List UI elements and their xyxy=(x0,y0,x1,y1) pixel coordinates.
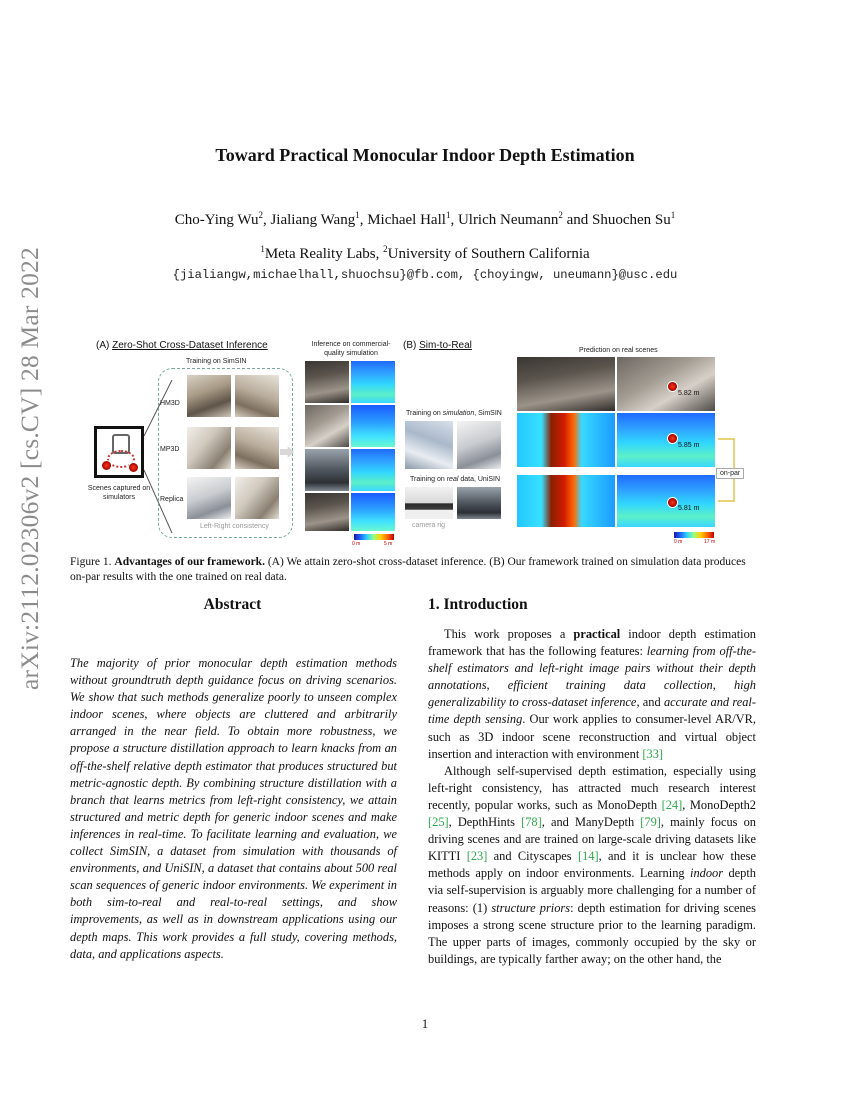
hm3d-right-image xyxy=(234,374,280,418)
citation-link[interactable]: [24] xyxy=(661,797,683,812)
measure-marker-icon xyxy=(668,382,677,391)
figure-caption-text: (A) We attain zero-shot cross-dataset inference. (B) Our framework trained on simulation data produces on-par results with the one trained on real data. xyxy=(70,556,746,583)
author-name: Michael Hall xyxy=(367,212,446,228)
arxiv-stamp xyxy=(15,247,51,690)
figure-caption xyxy=(70,555,760,585)
camera-rig-label: camera rig xyxy=(412,522,446,529)
real-scene-image xyxy=(616,356,716,412)
author-affiliation: 1 xyxy=(445,210,451,220)
panel-b-title: (B) Sim-to-Real xyxy=(403,340,472,351)
author-affiliation: 2 xyxy=(258,210,263,220)
author-name: Shuochen Su xyxy=(592,212,671,228)
real-trained-depth-map xyxy=(616,474,716,528)
introduction-body xyxy=(428,626,756,968)
author-affiliation: 1 xyxy=(670,210,676,220)
colorbar-b-max: 17 m xyxy=(704,539,716,545)
measurement-label: 5.82 m xyxy=(678,390,700,397)
camera-rig-image xyxy=(404,486,454,520)
citation-link[interactable]: [25] xyxy=(428,815,449,830)
intro-paragraph-2: Although self-supervised depth estimation, especially using left-right consistency, has attracted much research interest recently, popular works, such as MonoDepth [24], MonoDepth2 [25], DepthHints [78], and ManyDepth [79], mainly focus on driving scenes and are trained on large-scale driving datasets like KITTI [23] and Cityscapes [14], and it is unclear how these methods apply on indoor environments. Learning indoor depth via self-supervision is arguably more challenging for a number of reasons: (1) structure priors: depth estimation for driving scenes imposes a strong scene structure prior to the learning paradigm. The upper parts of images, commonly occupied by the sky or buildings, are typically farther away; on the other hand, the xyxy=(428,763,757,966)
affiliation-number: 1 xyxy=(260,244,265,254)
introduction-heading: 1. Introduction xyxy=(428,596,528,613)
replica-left-image xyxy=(186,476,232,520)
sim-training-image xyxy=(404,420,454,470)
colorbar-b-min: 0 m xyxy=(674,539,683,545)
left-right-consistency-label: Left-Right consistency xyxy=(200,523,269,530)
author-name: Ulrich Neumann xyxy=(457,212,559,228)
colorbar-a-min: 0 m xyxy=(352,541,361,547)
on-par-label: on-par xyxy=(716,468,744,479)
real-trained-depth-map xyxy=(516,474,616,528)
citation-link[interactable]: [79] xyxy=(640,815,661,830)
author-affiliation: 1 xyxy=(355,210,360,220)
camera-marker-icon xyxy=(129,463,138,472)
dataset-label: Replica xyxy=(160,496,184,503)
mp3d-right-image xyxy=(234,426,280,470)
arxiv-stamp-text: arXiv:2112.02306v2 [cs.CV] 28 Mar 2022 xyxy=(15,247,44,690)
page-number: 1 xyxy=(421,1017,429,1031)
dataset-label: MP3D xyxy=(160,446,180,453)
inference-depth-map xyxy=(350,448,396,492)
training-simsin-label: Training on SimSIN xyxy=(186,358,247,365)
inference-image xyxy=(304,492,350,532)
affiliation-name: University of Southern California xyxy=(387,246,590,262)
figure-1 xyxy=(86,338,766,548)
panel-a-title: (A) Zero-Shot Cross-Dataset Inference xyxy=(96,340,268,351)
author-emails: {jialiangw,michaelhall,shuochsu}@fb.com, {choyingw, uneumann}@usc.edu xyxy=(172,268,678,282)
author-name: Cho-Ying Wu xyxy=(174,212,259,228)
affiliation-name: Meta Reality Labs xyxy=(264,246,376,262)
camera-marker-icon xyxy=(102,461,111,470)
training-sim-label: Training on simulation, SimSIN xyxy=(406,410,502,417)
mp3d-left-image xyxy=(186,426,232,470)
colorbar-a-max: 5 m xyxy=(384,541,393,547)
real-training-image xyxy=(456,486,502,520)
sim-trained-depth-map xyxy=(616,412,716,468)
abstract-heading: Abstract xyxy=(203,596,262,613)
author-list: Cho-Ying Wu$^2$, Jialiang Wang$^1$, Michael Hall$^1$, Ulrich Neumann$^2$ and Shuochen Su$^1$ xyxy=(174,210,676,228)
citation-link[interactable]: [14] xyxy=(577,849,599,864)
inference-depth-map xyxy=(350,360,396,404)
dataset-label: HM3D xyxy=(160,400,180,407)
hm3d-left-image xyxy=(186,374,232,418)
inference-depth-map xyxy=(350,404,396,448)
intro-paragraph-1: This work proposes a practical indoor depth estimation framework that has the following features: learning from off-the-shelf estimators and left-right image pairs without their depth annotations, efficient training data collection, high generalizability to cross-dataset inference, and accurate and real-time depth sensing. Our work applies to consumer-level AR/VR, such as 3D indoor scene reconstruction and virtual object insertion and interaction with environment [33] xyxy=(428,627,757,761)
simulator-scene-icon xyxy=(94,426,144,478)
real-scene-image xyxy=(516,356,616,412)
abstract-text: The majority of prior monocular depth estimation methods without groundtruth depth guidance focus on driving scenarios. We show that such methods generalize poorly to unseen complex indoor scenes, where objects are cluttered and arbitrarily arranged in the near field. To obtain more robustness, we propose a structure distillation approach to learn knacks from an off-the-shelf relative depth estimator that produces structured but metric-agnostic depth. By combining structure distillation with a branch that learns metrics from left-right consistency, we attain structured and metric depth for generic indoor scenes and make inferences in real-time. To facilitate learning and evaluation, we collect SimSIN, a dataset from simulation with thousands of environments, and UniSIN, a dataset that contains about 500 real scan sequences of generic indoor environments. We experiment in both sim-to-real and real-to-real settings, and show improvements, as well as in downstream applications using our depth maps. This work provides a full study, covering methods, data, and applications aspects. xyxy=(70,656,397,961)
paper-title: Toward Practical Monocular Indoor Depth Estimation xyxy=(215,145,635,165)
author-affiliation: 2 xyxy=(558,210,563,220)
measure-marker-icon xyxy=(668,498,677,507)
inference-caption: Inference on commercial-quality simulation xyxy=(311,341,391,357)
sim-training-image xyxy=(456,420,502,470)
inference-image xyxy=(304,404,350,448)
training-real-label: Training on real data, UniSIN xyxy=(410,476,501,483)
sim-trained-depth-map xyxy=(516,412,616,468)
citation-link[interactable]: [23] xyxy=(466,849,488,864)
inference-image xyxy=(304,448,350,492)
inference-image xyxy=(304,360,350,404)
measurement-label: 5.81 m xyxy=(678,505,700,512)
replica-right-image xyxy=(234,476,280,520)
affiliations: $^1$Meta Reality Labs, $^2$University of Southern California xyxy=(260,244,590,262)
citation-link[interactable]: [78] xyxy=(521,815,542,830)
scenes-caption: Scenes captured on simulators xyxy=(87,485,151,501)
colorbar-b xyxy=(674,532,714,538)
figure-label: Figure 1. xyxy=(70,556,112,568)
prediction-caption: Prediction on real scenes xyxy=(579,347,658,354)
measurement-label: 5.85 m xyxy=(678,442,700,449)
colorbar-a xyxy=(354,534,394,540)
figure-caption-bold: Advantages of our framework. xyxy=(114,556,265,568)
citation-link[interactable]: [33] xyxy=(642,746,664,761)
inference-depth-map xyxy=(350,492,396,532)
author-name: Jialiang Wang xyxy=(270,212,356,228)
measure-marker-icon xyxy=(668,434,677,443)
affiliation-number: 2 xyxy=(383,244,388,254)
